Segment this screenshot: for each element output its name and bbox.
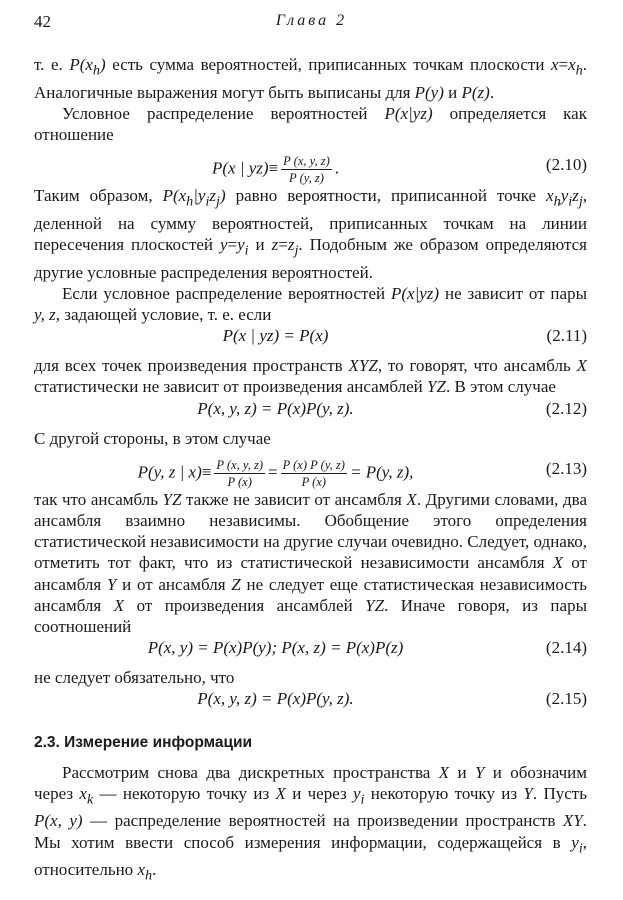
equation-2-10: P(x | yz)≡ $\frac{P (x, y, z)}{P (y, z)}$ . (2.10)	[211, 154, 587, 186]
chapter-title: Глава 2	[275, 12, 348, 29]
running-header	[34, 12, 589, 36]
equation-number: (2.14)	[545, 638, 587, 658]
equation-number: (2.12)	[545, 398, 587, 418]
paragraph: С другой стороны, в этом случае	[34, 428, 271, 448]
paragraph: так что ансамбль YZ также не зависит от ансамбля X. Другими словами, два ансамбля взаимно независимы. Обобщение этого определения статистической независимости на другие случаи очевидно. Следует, однако, отметить тот факт, что из статистической независимости ансамбля X от ансамбля Y и от ансамбля Z не следует еще статистическая независимость ансамбля X от произведения ансамблей YZ. Иначе говоря, из пары соотношений	[34, 489, 587, 637]
paragraph: Если условное распределение вероятностей P(x|yz) не зависит от пары y, z, задающей условие, т. е. если	[34, 283, 587, 324]
page-body	[34, 54, 587, 887]
equation-number: (2.11)	[546, 326, 587, 346]
equation-2-11: P(x | yz) = P(x) (2.11)	[222, 326, 587, 346]
paragraph: Условное распределение вероятностей P(x|yz) определяется как отношение	[34, 103, 587, 144]
equation-number: (2.10)	[545, 155, 587, 175]
paragraph: не следует обязательно, что	[34, 668, 235, 688]
equation-2-15: P(x, y, z) = P(x)P(y, z). (2.15)	[197, 689, 587, 709]
equation-2-12: P(x, y, z) = P(x)P(y, z). (2.12)	[197, 398, 587, 418]
paragraph: Таким образом, $P(x_h|y_iz_j)$ равно вероятности, приписанной точке $x_hy_iz_j$, деленной на сумму вероятностей, приписанных точкам на линии пересечения плоскостей $y=y_i$ и $z=z_j$. Подобным же образом определяются другие условные распределения вероятностей.	[34, 186, 587, 282]
paragraph: Рассмотрим снова два дискретных пространства X и Y и обозначим через $x_k$ — некоторую точку из X и через $y_i$ некоторую точку из Y. Пусть P(x, y) — распределение вероятностей на произведении пространств XY. Мы хотим ввести способ измерения информации, содержащейся в $y_i$, относительно $x_h$.	[34, 762, 587, 884]
section-heading: 2.3. Измерение информации	[34, 734, 253, 752]
equation-2-14: P(x, y) = P(x)P(y); P(x, z) = P(x)P(z) (2.14)	[147, 638, 587, 658]
paragraph: т. е. $P(x_h)$ есть сумма вероятностей, приписанных точкам плоскости $x=x_h$. Аналогичные выражения могут быть выписаны для P(y) и P(z).	[34, 55, 587, 102]
page-number: 42	[34, 12, 51, 31]
paragraph: для всех точек произведения пространств XYZ, то говорят, что ансамбль X статистически не зависит от произведения ансамблей YZ. В этом случае	[34, 356, 587, 397]
equation-2-13: P(y, z | x)≡ $\frac{P (x, y, z)}{P (x)}$ = $\frac{P (x) P (y, z)}{P (x)}$ = P(y, z), (2.13)	[137, 457, 587, 489]
equation-number: (2.13)	[545, 458, 587, 478]
equation-number: (2.15)	[545, 689, 587, 709]
